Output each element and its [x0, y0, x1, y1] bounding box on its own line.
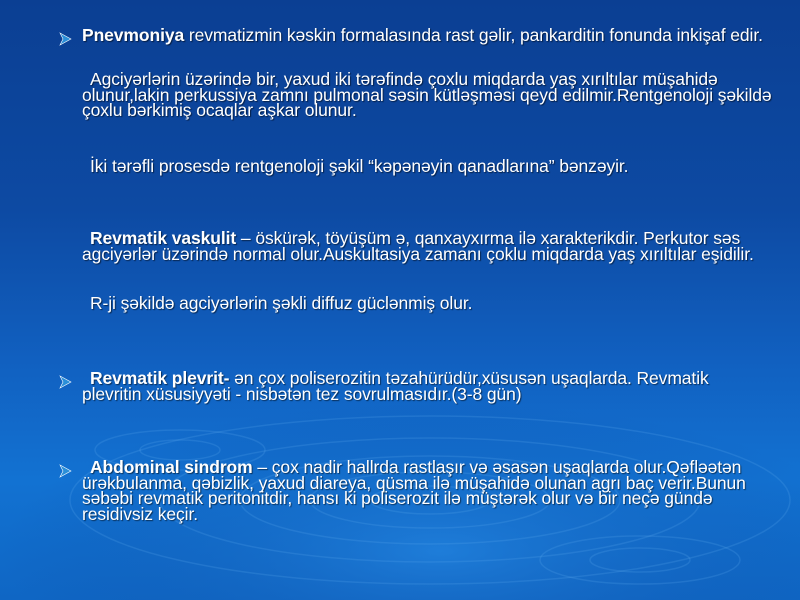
paragraph-iki-terefli: İki tərəfli prosesdə rentgenoloji şəkil “kəpənəyin qanadlarına” bənzəyir. [90, 156, 629, 176]
arrow-bullet-icon [58, 464, 72, 478]
bullet-body: – çox nadir hallrda rastlaşır və əsasən uşaqlarda olur.Qəfləətən ürəkbulanma, qəbizlik, yaxud diareya, qüsma ilə müşahidə olunan agrı baç verir.Bunun səbəbi revmatik peritonitdir, hansı ki poliserozit ilə müştərək olur və bir neçə gündə residivsiz keçir. [82, 457, 746, 524]
bullet-title: Revmatik plevrit- [90, 368, 230, 388]
paragraph-rentgen: R-ji şəkildə agciyərlərin şəkli diffuz güclənmiş olur. [90, 293, 473, 313]
bullet-body: ən çox poliserozitin təzahürüdür,xüsusən uşaqlarda. Revmatik plevritin xüsusiyyəti - nisbətən tez sovrulmasıdır.(3-8 gün) [82, 368, 709, 404]
paragraph-agciyer: Agciyərlərin üzərində bir, yaxud iki tərəfində çoxlu miqdarda yaş xırıltılar müşahidə olunur,lakin perkussiya zamnı pulmonal səsin kütləşməsi qeyd edilmir.Rentgenoloji şəkildə çoxlu bərkimiş ocaqlar aşkar olunur. [82, 69, 772, 121]
bullet-text [82, 368, 772, 404]
bullet-title: Abdominal sindrom [90, 457, 253, 477]
paragraph-title: Revmatik vaskulit [90, 228, 237, 248]
bullet-body: revmatizmin kəskin formalasında rast gəlir, pankarditin fonunda inkişaf edir. [184, 25, 763, 45]
bullet-text [82, 25, 772, 45]
arrow-bullet-icon [58, 375, 72, 389]
paragraph-body: – öskürək, töyüşüm ə, qanxayxırma ilə xarakterikdir. Perkutor səs agciyərlər üzərində normal olur.Auskultasiya zamanı çoklu miqdarda yaş xırıltılar eşidilir. [82, 228, 754, 264]
arrow-bullet-icon [58, 32, 72, 46]
bullet-title: Pnevmoniya [82, 25, 185, 45]
bullet-text [82, 457, 772, 524]
paragraph-revmatik-vaskulit [82, 228, 772, 264]
